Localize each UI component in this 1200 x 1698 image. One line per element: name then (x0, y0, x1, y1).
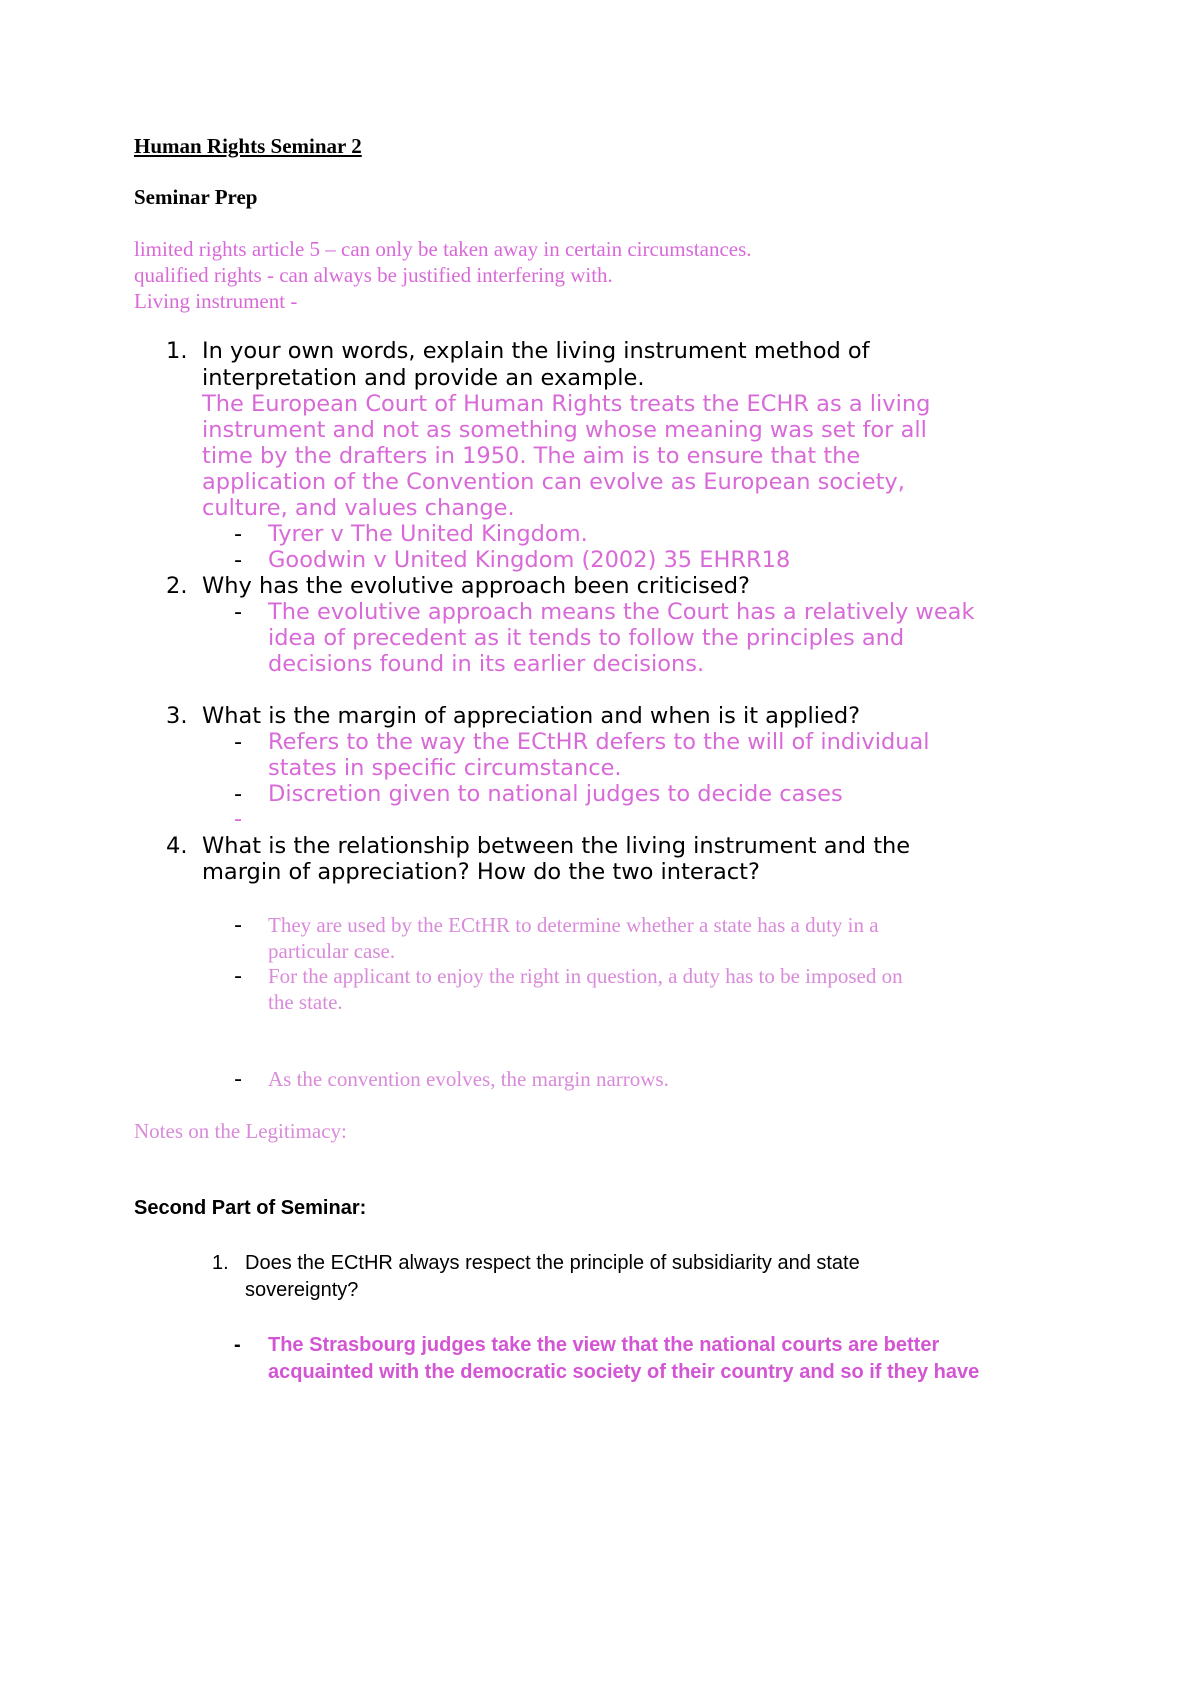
bullet-text: idea of precedent as it tends to follow the principles and (268, 625, 905, 651)
answer-text: instrument and not as something whose meaning was set for all (202, 417, 927, 443)
bullet-dash: - (234, 912, 243, 938)
document-title: Human Rights Seminar 2 (134, 134, 362, 158)
section-heading-second-part: Second Part of Seminar: (134, 1197, 367, 1219)
question-text: Why has the evolutive approach been criticised? (202, 573, 750, 599)
answer-text: The European Court of Human Rights treats the ECHR as a living (202, 391, 931, 417)
question-number: 1. (166, 338, 188, 364)
bullet-text: Tyrer v The United Kingdom. (268, 521, 588, 547)
question-number: 4. (166, 833, 188, 859)
bullet-dash: - (234, 1334, 241, 1356)
bullet-text: They are used by the ECtHR to determine whether a state has a duty in a (268, 913, 879, 937)
note-line: limited rights article 5 – can only be taken away in certain circumstances. (134, 237, 752, 261)
bullet-dash: - (234, 781, 243, 807)
answer-text: application of the Convention can evolve as European society, (202, 469, 905, 495)
bullet-dash: - (234, 1066, 243, 1092)
bullet-text: The evolutive approach means the Court has a relatively weak (268, 599, 975, 625)
bullet-text: Refers to the way the ECtHR defers to the will of individual (268, 729, 930, 755)
bullet-dash: - (234, 599, 243, 625)
bullet-text: Discretion given to national judges to decide cases (268, 781, 843, 807)
question-text: sovereignty? (245, 1279, 359, 1301)
bullet-dash: - (234, 963, 243, 989)
bullet-text: the state. (268, 990, 343, 1014)
question-number: 3. (166, 703, 188, 729)
bullet-dash: - (234, 729, 243, 755)
question-number: 2. (166, 573, 188, 599)
bullet-text: Goodwin v United Kingdom (2002) 35 EHRR18 (268, 547, 791, 573)
question-text: Does the ECtHR always respect the principle of subsidiarity and state (245, 1252, 860, 1274)
question-text: margin of appreciation? How do the two interact? (202, 859, 760, 885)
question-text: interpretation and provide an example. (202, 365, 645, 391)
note-line: qualified rights - can always be justified interfering with. (134, 263, 613, 287)
question-text: In your own words, explain the living instrument method of (202, 338, 870, 364)
answer-text: culture, and values change. (202, 495, 515, 521)
section-heading-seminar-prep: Seminar Prep (134, 185, 258, 209)
bullet-dash: - (234, 806, 243, 832)
question-text: What is the margin of appreciation and when is it applied? (202, 703, 861, 729)
answer-text: acquainted with the democratic society of their country and so if they have (268, 1361, 980, 1383)
bullet-text: states in specific circumstance. (268, 755, 622, 781)
note-line: Living instrument - (134, 289, 298, 313)
bullet-text: As the convention evolves, the margin narrows. (268, 1067, 669, 1091)
bullet-text: decisions found in its earlier decisions. (268, 651, 705, 677)
answer-text: The Strasbourg judges take the view that the national courts are better (268, 1334, 940, 1356)
bullet-dash: - (234, 547, 243, 573)
question-number: 1. (212, 1252, 229, 1274)
question-text: What is the relationship between the living instrument and the (202, 833, 911, 859)
bullet-text: particular case. (268, 939, 396, 963)
note-legitimacy: Notes on the Legitimacy: (134, 1119, 347, 1143)
bullet-text: For the applicant to enjoy the right in question, a duty has to be imposed on (268, 964, 903, 988)
bullet-dash: - (234, 521, 243, 547)
answer-text: time by the drafters in 1950. The aim is to ensure that the (202, 443, 861, 469)
